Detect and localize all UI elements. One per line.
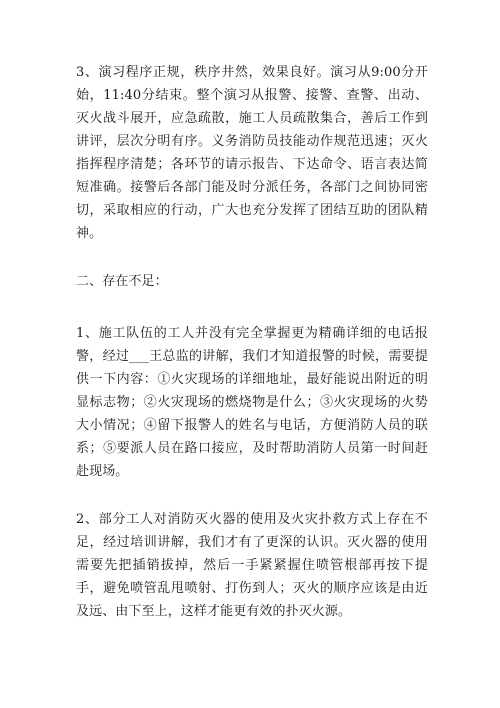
paragraph-extinguisher-usage: 2、部分工人对消防灭火器的使用及火灾扑救方式上存在不足，经过培训讲解，我们才有了更深的认识。灭火器的使用需要先把插销拔掉，然后一手紧紧握住喷管根部再按下提手，避免喷管乱甩喷射、打伤到人；灭火的顺序应该是由近及远、由下至上，这样才能更有效的扑灭火源。 bbox=[76, 512, 428, 619]
paragraph-phone-alarm: 1、施工队伍的工人并没有完全掌握更为精确详细的电话报警，经过___王总监的讲解，我们才知道报警的时候，需要提供一下内容：①火灾现场的详细地址，最好能说出附近的明显标志物；②火灾现场的燃烧物是什么；③火灾现场的火势大小情况；④留下报警人的姓名与电话，方便消防人员的联系；⑤要派人员在路口接应，及时帮助消防人员第一时间赶赴现场。 bbox=[76, 326, 428, 479]
section-heading-shortcomings: 二、存在不足： bbox=[76, 274, 168, 289]
paragraph-drill-procedure: 3、演习程序正规，秩序井然，效果良好。演习从9:00分开始，11:40分结束。整个演习从报警、接警、查警、出动、灭火战斗展开，应急疏散，施工人员疏散集合，善后工作到讲评，层次分明有序。义务消防员技能动作规范迅速；灭火指挥程序清楚；各环节的请示报告、下达命令、语言表达简短准确。接警后各部门能及时分派任务，各部门之间协同密切，采取相应的行动，广大也充分发挥了团结互助的团队精神。 bbox=[76, 65, 428, 241]
